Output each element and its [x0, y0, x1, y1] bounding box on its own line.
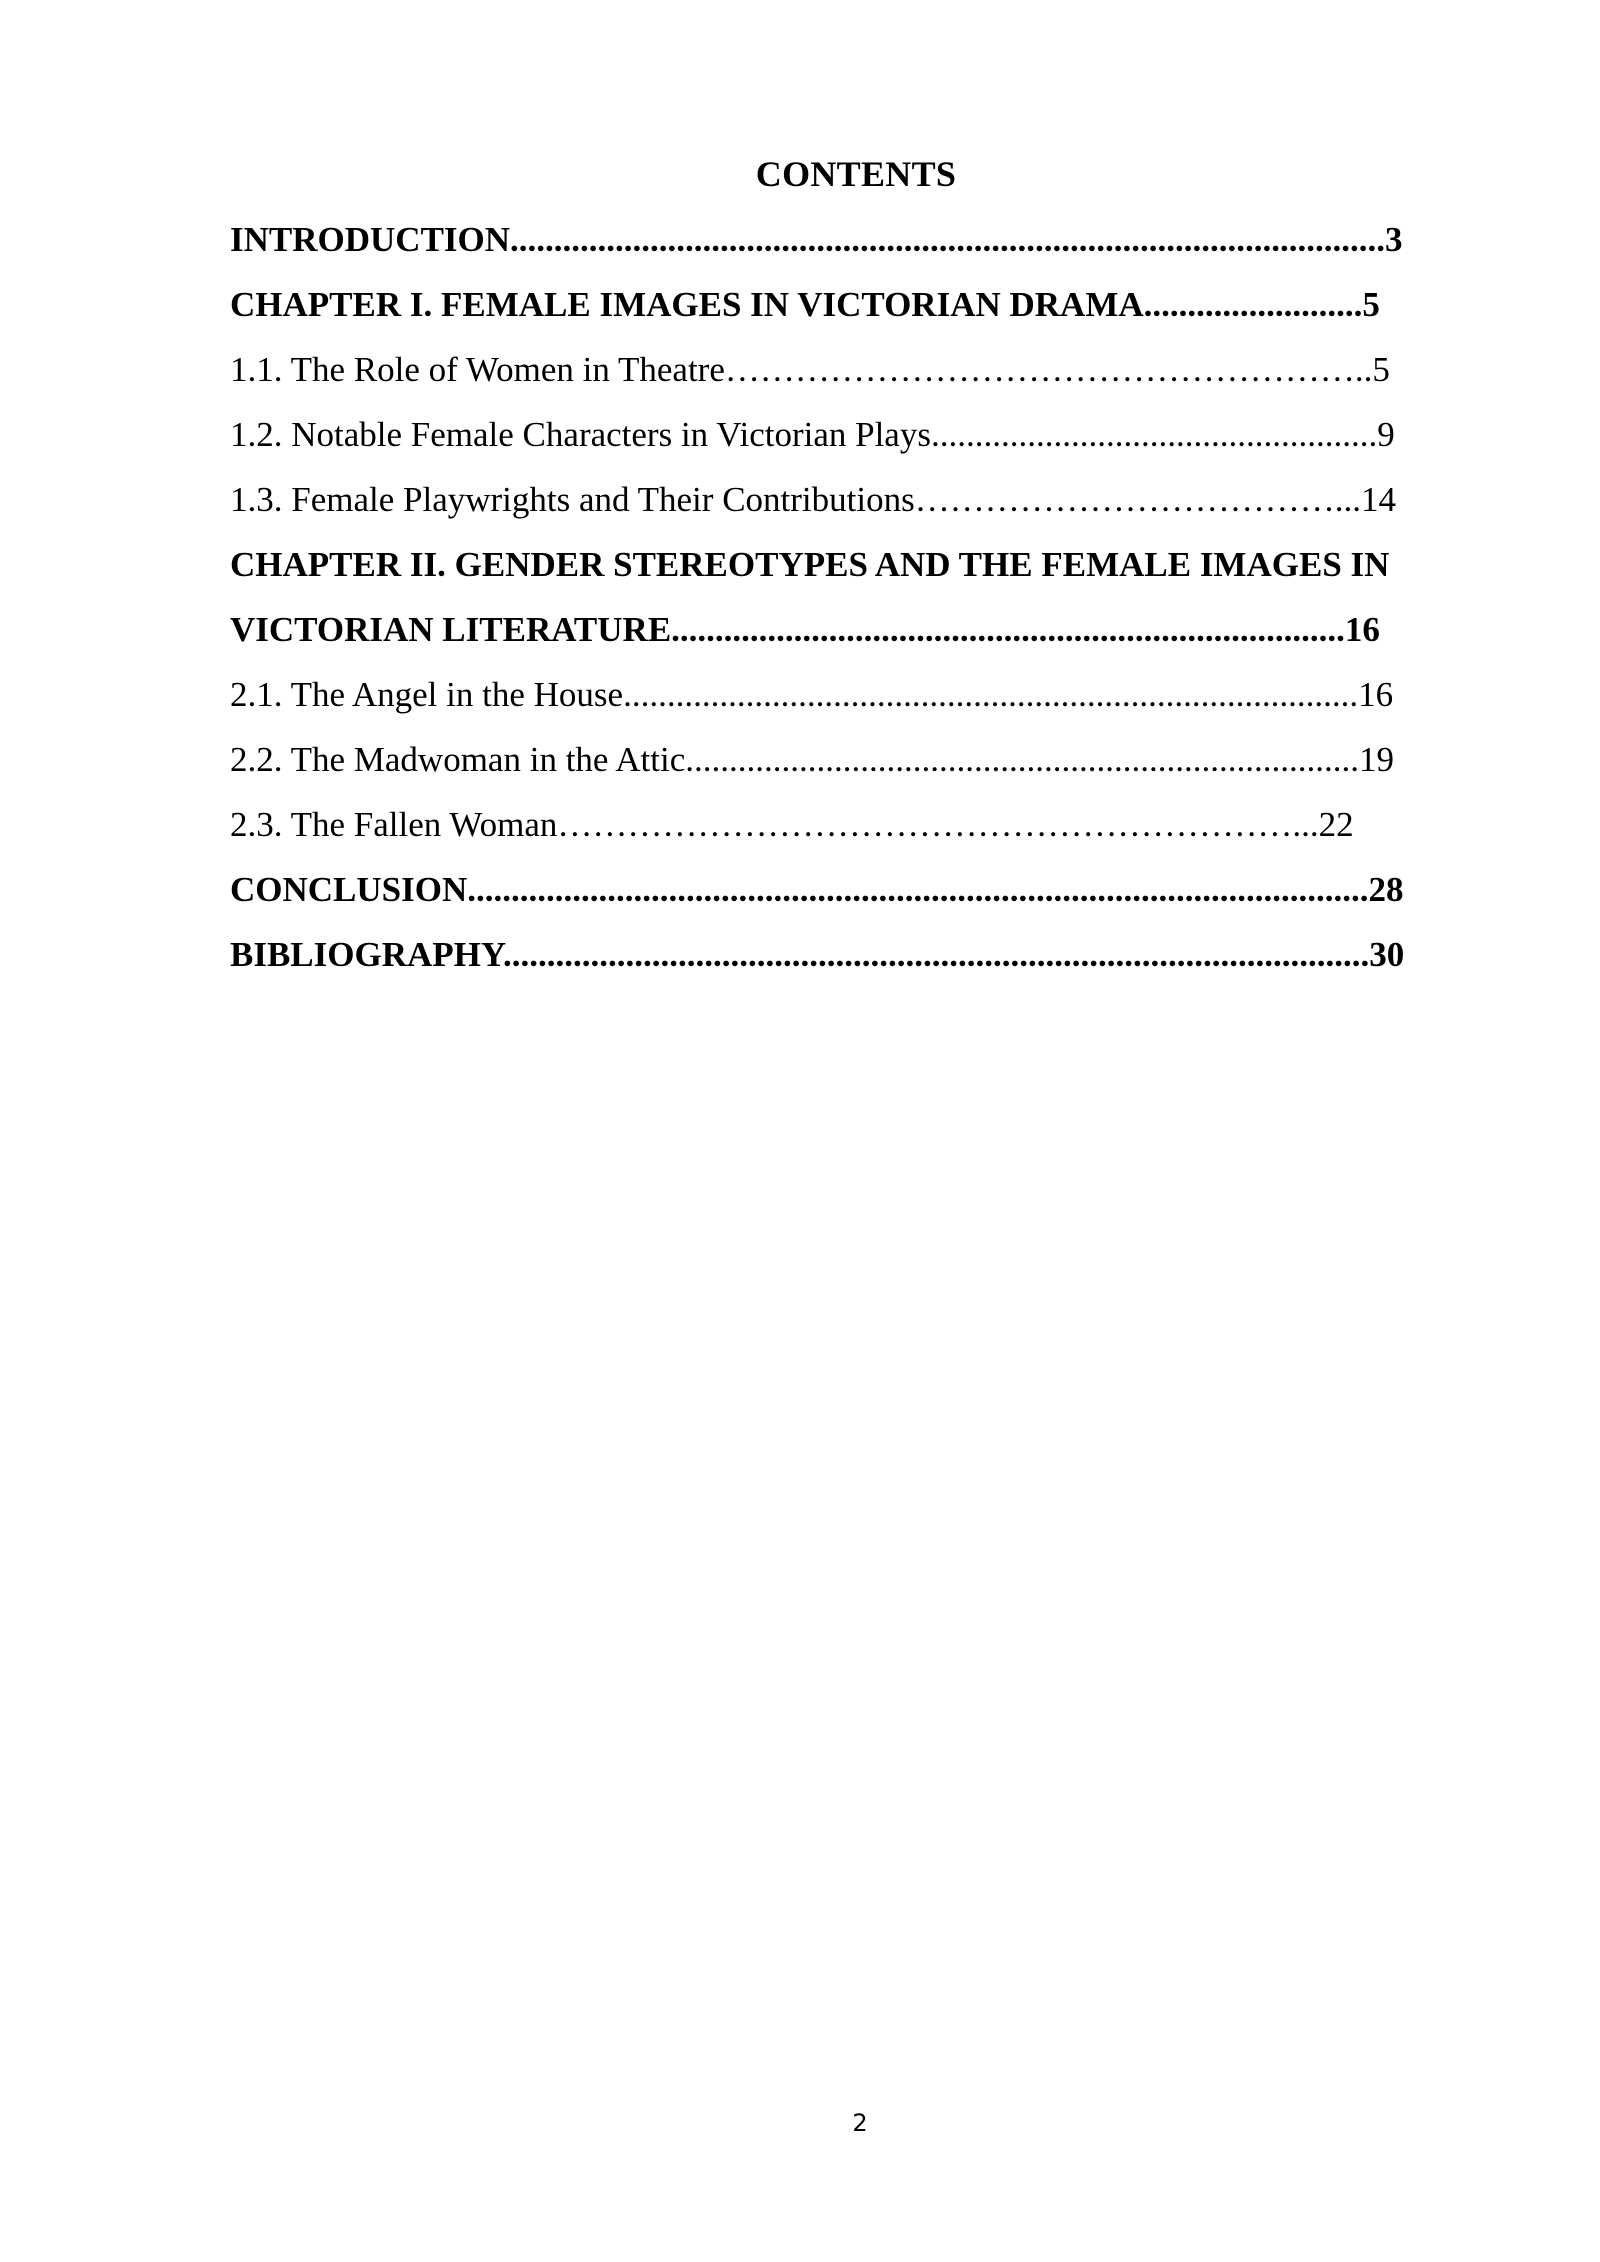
toc-entry-page: 28 [1368, 870, 1404, 909]
toc-entry-title: 2.1. The Angel in the House [230, 675, 624, 714]
toc-entry-leader: ................................................... [930, 415, 1378, 454]
toc-entry-page: 30 [1369, 935, 1405, 974]
toc-entry-title: VICTORIAN LITERATURE [230, 610, 672, 649]
page-number: 2 [852, 2109, 868, 2137]
toc-entry-chapter-2-line-2 [230, 606, 1492, 671]
table-of-contents [230, 216, 1492, 996]
toc-entry-title: CONCLUSION [230, 870, 468, 909]
toc-entry-section-2-3 [230, 801, 1492, 866]
toc-entry-chapter-2-line-1 [230, 541, 1492, 606]
toc-entry-leader: .................................................................................... [623, 675, 1359, 714]
toc-entry-bibliography [230, 931, 1492, 996]
toc-entry-title: INTRODUCTION [230, 220, 511, 259]
toc-entry-title: 2.3. The Fallen Woman [230, 805, 558, 844]
toc-entry-title: 1.3. Female Playwrights and Their Contributions [230, 480, 915, 519]
toc-entry-title: 1.1. The Role of Women in Theatre [230, 350, 725, 389]
toc-entry-leader: ............................................................................. [671, 610, 1345, 649]
toc-entry-conclusion [230, 866, 1492, 931]
toc-entry-leader: ……………………………………………….. [724, 350, 1373, 389]
toc-entry-section-1-3 [230, 476, 1492, 541]
toc-entry-introduction [230, 216, 1492, 281]
toc-entry-page: 16 [1358, 675, 1394, 714]
toc-entry-title: CHAPTER II. GENDER STEREOTYPES AND THE FEMALE IMAGES IN [230, 545, 1390, 584]
toc-entry-leader: ………………………………... [914, 480, 1361, 519]
toc-entry-page: 16 [1344, 610, 1380, 649]
toc-entry-leader: ............................................................................. [685, 740, 1360, 779]
toc-entry-section-1-1 [230, 346, 1492, 411]
toc-entry-title: CHAPTER I. FEMALE IMAGES IN VICTORIAN DRAMA [230, 285, 1144, 324]
toc-entry-leader: ....................................................................................................... [467, 870, 1369, 909]
toc-entry-page: 19 [1359, 740, 1395, 779]
toc-entry-leader: ......................... [1143, 285, 1363, 324]
toc-entry-page: 9 [1377, 415, 1395, 454]
toc-entry-title: 1.2. Notable Female Characters in Victorian Plays [230, 415, 931, 454]
toc-entry-leader: .................................................................................................... [510, 220, 1386, 259]
toc-entry-page: 5 [1362, 285, 1380, 324]
toc-entry-page: 14 [1360, 480, 1396, 519]
toc-entry-chapter-1 [230, 281, 1492, 346]
toc-entry-section-2-1 [230, 671, 1492, 736]
toc-entry-section-2-2 [230, 736, 1492, 801]
toc-entry-title: 2.2. The Madwoman in the Attic [230, 740, 686, 779]
toc-entry-title: BIBLIOGRAPHY [230, 935, 503, 974]
contents-heading: CONTENTS [755, 154, 957, 194]
toc-entry-section-1-2 [230, 411, 1492, 476]
toc-entry-leader: ………………………………………………………... [557, 805, 1319, 844]
toc-entry-page: 5 [1372, 350, 1390, 389]
toc-entry-page: 3 [1385, 220, 1403, 259]
toc-entry-leader: ................................................................................................... [502, 935, 1370, 974]
toc-entry-page: 22 [1318, 805, 1354, 844]
